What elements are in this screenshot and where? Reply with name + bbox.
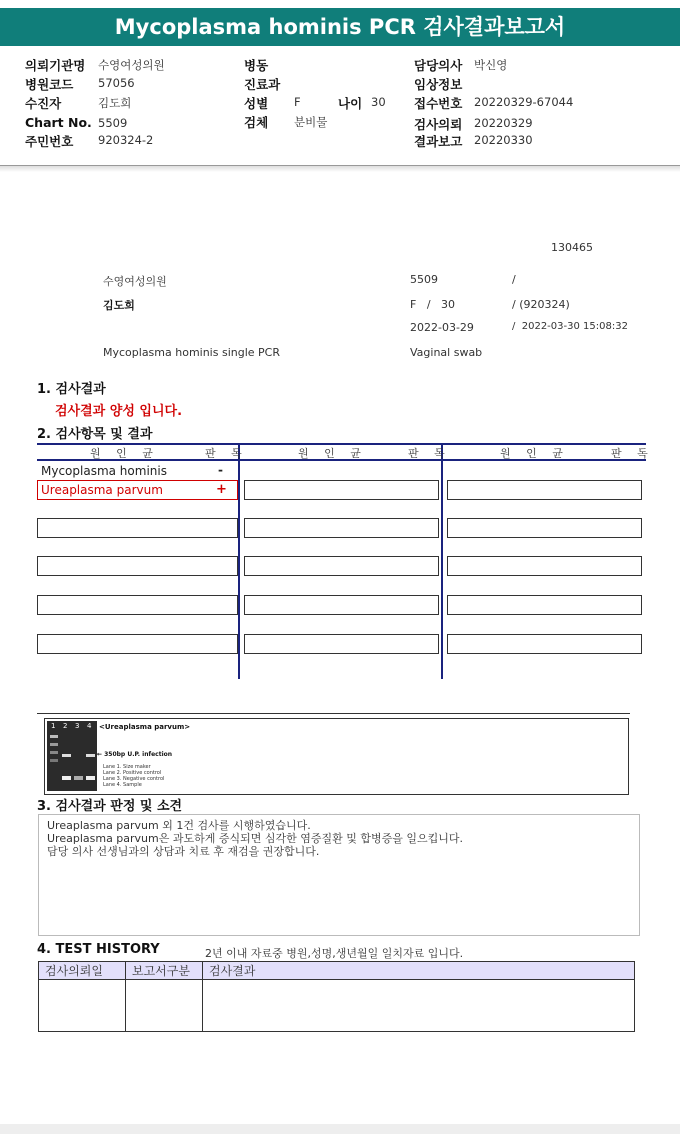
result-box [37,556,238,576]
doctor-label: 담당의사 [414,58,463,73]
gel-lane-number: 1 [51,722,56,730]
doctor-value: 박신영 [474,58,508,72]
finding-line: Ureaplasma parvum은 과도하게 증식되면 심각한 염증질환 및 합병증을 일으킵니다. [47,832,463,845]
result-box [447,595,642,615]
gel-band [50,759,58,762]
result-box [447,518,642,538]
gel-legend-item: Lane 4. Sample [103,782,142,788]
grid-divider-1 [238,443,240,679]
history-table [38,961,635,1032]
gel-band [50,735,58,738]
ward-label: 병동 [244,58,269,73]
gel-title: <Ureaplasma parvum> [99,723,191,731]
info-sex-age: F / 30 [410,298,456,311]
result-box [244,595,439,615]
rrn-value: 920324-2 [98,133,154,147]
rrn-label: 주민번호 [25,134,74,149]
info-chart: 5509 [410,273,438,286]
judgement-negative: - [218,463,223,477]
hospital-code-label: 병원코드 [25,77,74,92]
report-title: Mycoplasma hominis PCR 검사결과보고서 [0,8,680,46]
request-date-value: 20220329 [474,116,533,130]
organism-name-positive: Ureaplasma parvum [41,483,163,497]
age-label: 나이 [338,96,363,111]
header-shadow [0,166,680,172]
section2-title: 2. 검사항목 및 결과 [37,427,153,442]
history-note: 2년 이내 자료중 병원,성명,생년월일 일치자료 입니다. [205,947,464,960]
section4-title: 4. TEST HISTORY [37,942,160,957]
section1-title: 1. 검사결과 [37,382,106,397]
report-date-label: 결과보고 [414,134,463,149]
result-box [447,634,642,654]
history-cell [39,980,126,1032]
history-col-report-type: 보고서구분 [126,962,203,980]
patient-label: 수진자 [25,96,62,111]
grid-divider-2 [441,443,443,679]
receipt-no-value: 20220329-67044 [474,95,574,109]
dept-label: 진료과 [244,77,281,92]
col-organism-2: 원 인 균 [298,447,367,460]
positive-result: 검사결과 양성 입니다. [55,404,183,419]
col-organism-1: 원 인 균 [90,447,159,460]
patient-value: 김도희 [98,96,132,110]
col-organism-3: 원 인 균 [500,447,569,460]
specimen-label: 검체 [244,115,269,130]
result-box [244,480,439,500]
result-box [37,595,238,615]
result-box [447,480,642,500]
receipt-no-label: 접수번호 [414,96,463,111]
sex-value: F [294,95,301,109]
gel-band [74,776,83,780]
gel-band [50,743,58,746]
finding-line: 담당 의사 선생님과의 상담과 치료 후 재검을 권장합니다. [47,845,320,858]
gel-image [47,721,97,791]
gel-image-frame [44,718,629,795]
result-box [447,556,642,576]
page-bottom-bar [0,1124,680,1134]
chart-no-value: 5509 [98,116,128,130]
result-box [37,518,238,538]
gel-legend-item: Lane 2. Positive control [103,770,162,776]
judgement-positive: + [216,482,227,497]
gel-band [62,776,71,780]
gel-lane-number: 4 [87,722,92,730]
finding-line: Ureaplasma parvum 외 1건 검사를 시행하였습니다. [47,819,311,832]
specimen-value: 분비물 [294,115,328,129]
history-cell [203,980,635,1032]
result-box [244,556,439,576]
gel-lane-number: 3 [75,722,80,730]
sex-label: 성별 [244,96,269,111]
gel-legend-item: Lane 3. Negative control [103,776,165,782]
gel-top-rule [37,713,630,714]
gel-band-label: ← 350bp U.P. infection [97,751,173,758]
clinic-value: 수영여성의원 [98,58,165,72]
info-clinic: 수영여성의원 [103,275,167,288]
history-empty-row [39,980,635,1032]
history-cell [126,980,203,1032]
organism-name: Mycoplasma hominis [41,464,167,478]
info-report-datetime: / 2022-03-30 15:08:32 [512,321,628,332]
gel-band [86,754,95,757]
history-col-request-date: 검사의뢰일 [39,962,126,980]
report-id: 130465 [551,241,593,254]
request-date-label: 검사의뢰 [414,117,463,132]
info-slash: / [512,273,516,286]
gel-band [50,751,58,754]
result-box [37,634,238,654]
section3-title: 3. 검사결과 판정 및 소견 [37,799,183,814]
info-patient: 김도희 [103,299,135,312]
gel-band [86,776,95,780]
result-box [244,634,439,654]
findings-box [38,814,640,936]
gel-lane-number: 2 [63,722,68,730]
col-judgement-2: 판 독 [408,447,451,460]
clinical-info-label: 임상정보 [414,77,463,92]
info-specimen: Vaginal swab [410,346,483,359]
info-request-date: 2022-03-29 [410,321,474,334]
chart-no-label: Chart No. [25,115,92,130]
gel-legend-item: Lane 1. Size maker [103,764,151,770]
col-judgement-1: 판 독 [205,447,248,460]
info-test-name: Mycoplasma hominis single PCR [103,346,280,359]
result-box [37,480,238,500]
result-box [244,518,439,538]
hospital-code-value: 57056 [98,76,135,90]
report-date-value: 20220330 [474,133,533,147]
gel-band [62,754,71,757]
clinic-label: 의뢰기관명 [25,58,86,73]
age-value: 30 [371,95,386,109]
info-birth: / (920324) [512,298,570,311]
history-col-result: 검사결과 [203,962,635,980]
col-judgement-3: 판 독 [611,447,654,460]
history-header-row [39,962,635,980]
